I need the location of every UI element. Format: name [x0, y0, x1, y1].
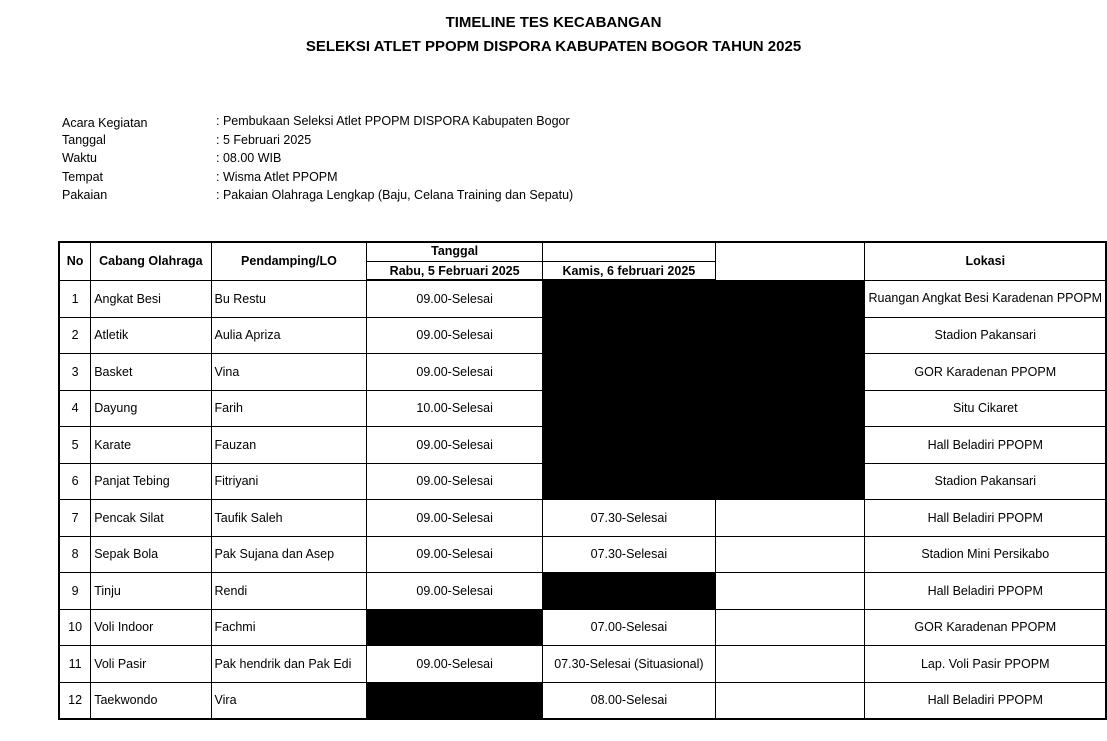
redacted-cell — [367, 682, 542, 719]
cell-pendamping: Pak hendrik dan Pak Edi — [211, 646, 367, 683]
cell-day2: 07.30-Selesai — [542, 536, 715, 573]
cell-lokasi: Situ Cikaret — [865, 390, 1106, 427]
cell-extra — [715, 536, 865, 573]
cell-lokasi: Hall Beladiri PPOPM — [865, 682, 1106, 719]
header-blank — [542, 242, 715, 262]
info-label: Tempat — [62, 169, 103, 184]
cell-day1: 09.00-Selesai — [367, 280, 542, 317]
cell-day1: 09.00-Selesai — [367, 500, 542, 537]
cell-lokasi: Hall Beladiri PPOPM — [865, 573, 1106, 610]
cell-pendamping: Farih — [211, 390, 367, 427]
cell-day1: 09.00-Selesai — [367, 317, 542, 354]
header-pendamping: Pendamping/LO — [211, 242, 367, 280]
document-title: TIMELINE TES KECABANGAN — [445, 14, 662, 31]
info-value: : Pakaian Olahraga Lengkap (Baju, Celana Training dan Sepatu) — [216, 188, 574, 202]
cell-cabang: Angkat Besi — [91, 280, 211, 317]
cell-cabang: Taekwondo — [91, 682, 211, 719]
cell-day2: 07.30-Selesai — [542, 500, 715, 537]
cell-lokasi: Hall Beladiri PPOPM — [865, 500, 1106, 537]
cell-no: 12 — [59, 682, 91, 719]
redacted-cell — [542, 573, 715, 610]
cell-day1: 09.00-Selesai — [367, 427, 542, 464]
cell-day2: 07.00-Selesai — [542, 609, 715, 646]
cell-cabang: Pencak Silat — [91, 500, 211, 537]
cell-day2: 08.00-Selesai — [542, 682, 715, 719]
header-extra — [715, 242, 865, 280]
cell-cabang: Panjat Tebing — [91, 463, 211, 500]
header-day2: Kamis, 6 februari 2025 — [542, 262, 715, 281]
cell-cabang: Basket — [91, 354, 211, 391]
cell-lokasi: Ruangan Angkat Besi Karadenan PPOPM — [865, 280, 1106, 317]
cell-lokasi: Stadion Mini Persikabo — [865, 536, 1106, 573]
info-label: Pakaian — [62, 188, 108, 202]
header-day1: Rabu, 5 Februari 2025 — [367, 262, 542, 281]
cell-day1: 09.00-Selesai — [367, 646, 542, 683]
cell-cabang: Tinju — [91, 573, 211, 610]
header-tanggal: Tanggal — [367, 242, 542, 262]
cell-cabang: Dayung — [91, 390, 211, 427]
cell-pendamping: Fitriyani — [211, 463, 367, 500]
cell-extra — [715, 609, 865, 646]
cell-no: 9 — [59, 573, 91, 610]
info-label: Tanggal — [62, 132, 106, 147]
cell-cabang: Voli Indoor — [91, 609, 211, 646]
cell-pendamping: Pak Sujana dan Asep — [211, 536, 367, 573]
redacted-cell — [367, 609, 542, 646]
cell-cabang: Sepak Bola — [91, 536, 211, 573]
cell-lokasi: Stadion Pakansari — [865, 317, 1106, 354]
cell-day1: 09.00-Selesai — [367, 573, 542, 610]
table-row — [59, 536, 1106, 573]
info-label: Acara Kegiatan — [62, 116, 148, 130]
cell-pendamping: Bu Restu — [211, 280, 367, 317]
cell-no: 4 — [59, 390, 91, 427]
info-value: : 5 Februari 2025 — [216, 132, 312, 147]
cell-day2: 07.30-Selesai (Situasional) — [542, 646, 715, 683]
table-row — [59, 500, 1106, 537]
cell-extra — [715, 500, 865, 537]
info-value: : Wisma Atlet PPOPM — [216, 169, 338, 184]
cell-pendamping: Aulia Apriza — [211, 317, 367, 354]
cell-pendamping: Vina — [211, 354, 367, 391]
info-value: : 08.00 WIB — [216, 151, 282, 165]
info-label: Waktu — [62, 151, 97, 165]
cell-day1: 09.00-Selesai — [367, 536, 542, 573]
cell-lokasi: GOR Karadenan PPOPM — [865, 354, 1106, 391]
cell-pendamping: Fauzan — [211, 427, 367, 464]
redacted-block — [542, 280, 865, 500]
document-subtitle: SELEKSI ATLET PPOPM DISPORA KABUPATEN BOGOR TAHUN 2025 — [305, 38, 802, 55]
header-lokasi: Lokasi — [865, 242, 1106, 280]
table-row — [59, 646, 1106, 683]
table-row — [59, 682, 1106, 719]
info-value: : Pembukaan Seleksi Atlet PPOPM DISPORA Kabupaten Bogor — [216, 114, 570, 128]
cell-cabang: Karate — [91, 427, 211, 464]
cell-no: 6 — [59, 463, 91, 500]
header-no: No — [59, 242, 91, 280]
cell-no: 8 — [59, 536, 91, 573]
cell-no: 3 — [59, 354, 91, 391]
cell-day1: 09.00-Selesai — [367, 463, 542, 500]
cell-no: 10 — [59, 609, 91, 646]
cell-day1: 09.00-Selesai — [367, 354, 542, 391]
cell-extra — [715, 646, 865, 683]
cell-cabang: Voli Pasir — [91, 646, 211, 683]
cell-cabang: Atletik — [91, 317, 211, 354]
cell-pendamping: Vira — [211, 682, 367, 719]
cell-lokasi: Lap. Voli Pasir PPOPM — [865, 646, 1106, 683]
cell-no: 1 — [59, 280, 91, 317]
cell-no: 7 — [59, 500, 91, 537]
cell-lokasi: GOR Karadenan PPOPM — [865, 609, 1106, 646]
cell-no: 5 — [59, 427, 91, 464]
cell-day1: 10.00-Selesai — [367, 390, 542, 427]
table-row — [59, 280, 1106, 317]
cell-no: 2 — [59, 317, 91, 354]
timeline-table — [58, 241, 1107, 720]
cell-extra — [715, 573, 865, 610]
table-row — [59, 609, 1106, 646]
cell-extra — [715, 682, 865, 719]
cell-lokasi: Stadion Pakansari — [865, 463, 1106, 500]
cell-no: 11 — [59, 646, 91, 683]
cell-lokasi: Hall Beladiri PPOPM — [865, 427, 1106, 464]
header-cabang: Cabang Olahraga — [91, 242, 211, 280]
cell-pendamping: Taufik Saleh — [211, 500, 367, 537]
cell-pendamping: Rendi — [211, 573, 367, 610]
cell-pendamping: Fachmi — [211, 609, 367, 646]
table-row — [59, 573, 1106, 610]
